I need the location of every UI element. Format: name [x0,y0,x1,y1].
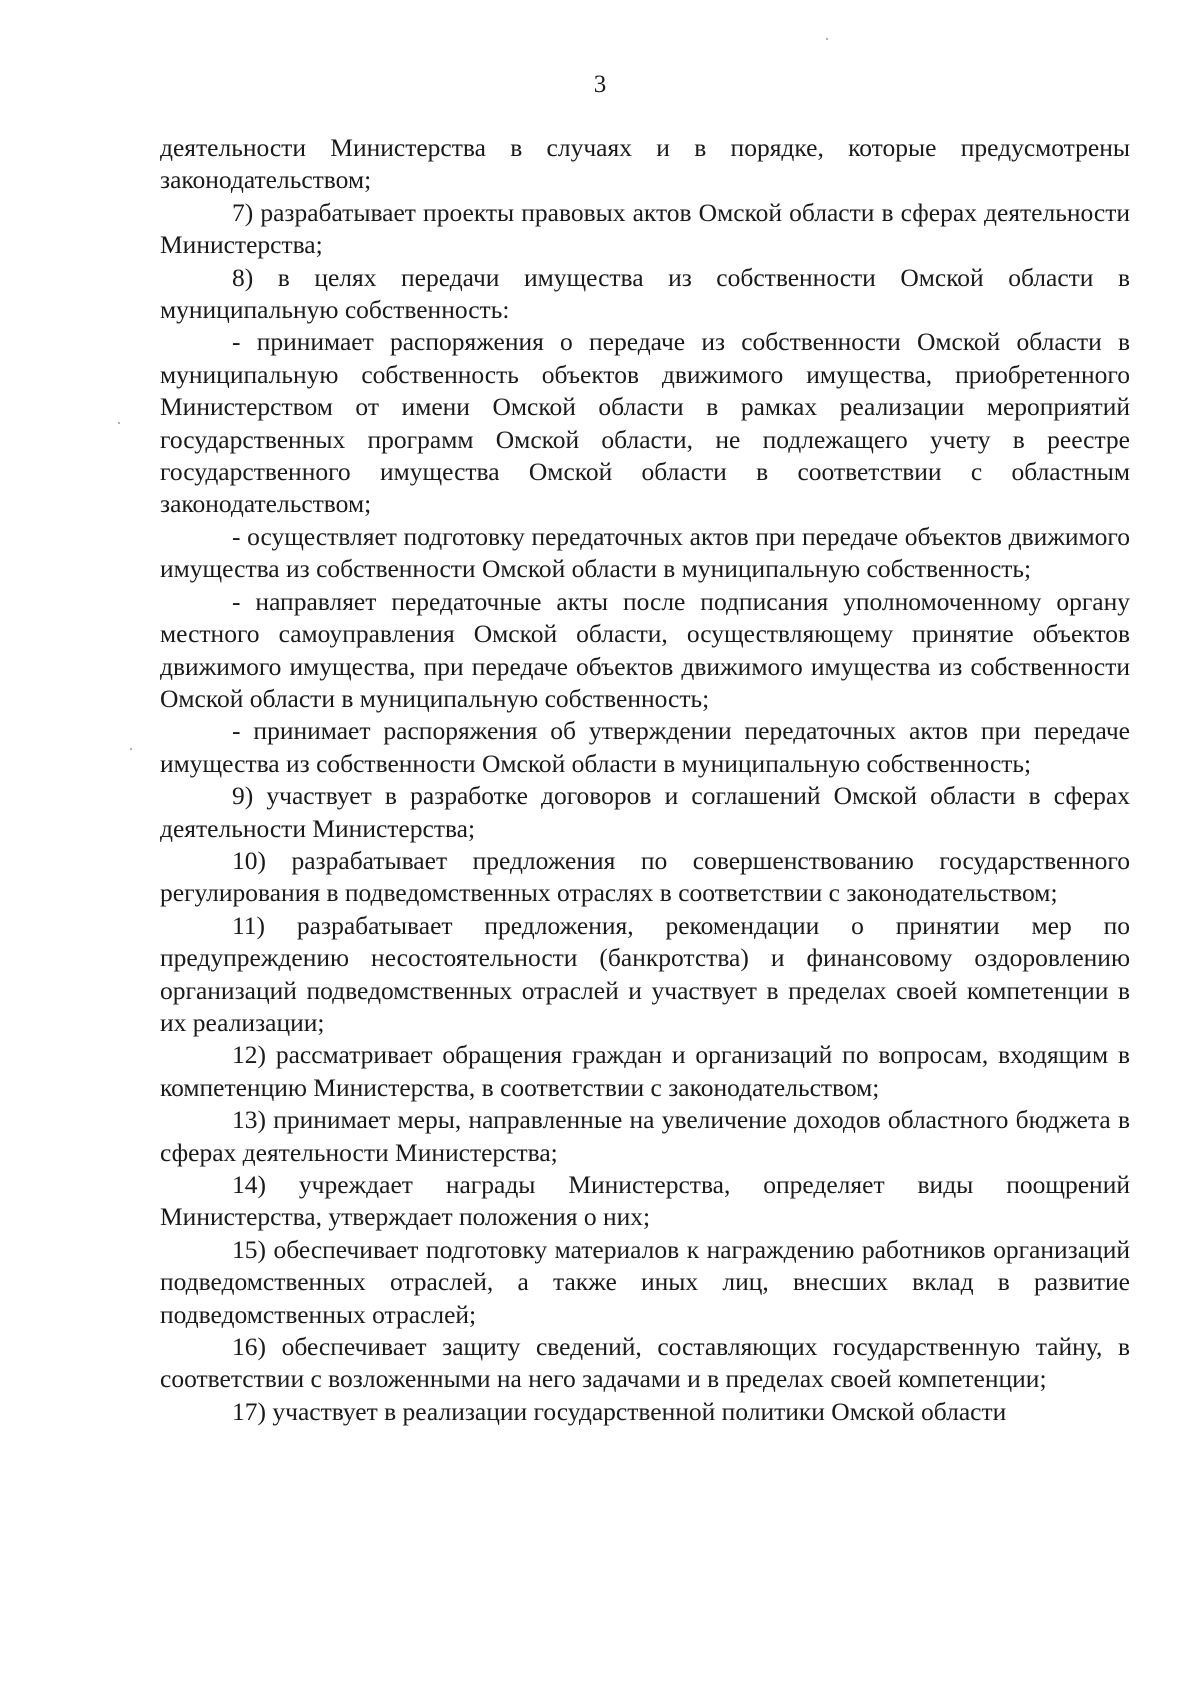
paragraph: деятельности Министерства в случаях и в порядке, которые предусмотрены законодательством; [160,133,1130,195]
paragraph: 16) обеспечивает защиту сведений, составляющих государственную тайну, в соответствии с возложенными на него задачами и в пределах своей компетенции; [160,1332,1130,1394]
document-body [160,132,1130,1428]
paragraph: 14) учреждает награды Министерства, определяет виды поощрений Министерства, утверждает положения о них; [160,1170,1130,1232]
scan-speck [118,422,120,424]
scan-speck [826,38,828,40]
paragraph: 15) обеспечивает подготовку материалов к награждению работников организаций подведомственных отраслей, а также иных лиц, внесших вклад в развитие подведомственных отраслей; [160,1234,1130,1329]
paragraph: 8) в целях передачи имущества из собственности Омской области в муниципальную собственность: [160,262,1130,325]
paragraph: - принимает распоряжения об утверждении передаточных актов при передаче имущества из собственности Омской области в муниципальную собственность; [160,716,1130,778]
paragraph: 9) участвует в разработке договоров и соглашений Омской области в сферах деятельности Министерства; [160,781,1130,843]
paragraph: 11) разрабатывает предложения, рекомендации о принятии мер по предупреждению несостоятельности (банкротства) и финансовому оздоровлению организаций подведомственных отраслей и участвует в пределах своей компетенции в их реализации; [160,910,1130,1037]
paragraph: - принимает распоряжения о передаче из собственности Омской области в муниципальную собственность объектов движимого имущества, приобретенного Министерством от имени Омской области в рамках реализации мероприятий государственных программ Омской области, не подлежащего учету в реестре государственного имущества Омской области в соответствии с областным законодательством; [160,327,1130,519]
paragraph: 10) разрабатывает предложения по совершенствованию государственного регулирования в подведомственных отраслях в соответствии с законодательством; [160,845,1130,908]
paragraph: - направляет передаточные акты после подписания уполномоченному органу местного самоуправления Омской области, осуществляющему принятие объектов движимого имущества, при передаче объектов движимого имущества из собственности Омской области в муниципальную собственность; [160,586,1130,713]
paragraph: 13) принимает меры, направленные на увеличение доходов областного бюджета в сферах деятельности Министерства; [160,1105,1130,1167]
paragraph: 17) участвует в реализации государственной политики Омской области [232,1396,1007,1426]
paragraph: 12) рассматривает обращения граждан и организаций по вопросам, входящим в компетенцию Министерства, в соответствии с законодательством; [160,1040,1130,1102]
scan-speck [130,748,132,750]
paragraph: 7) разрабатывает проекты правовых актов Омской области в сферах деятельности Министерства; [160,197,1130,260]
paragraph: - осуществляет подготовку передаточных актов при передаче объектов движимого имущества из собственности Омской области в муниципальную собственность; [160,521,1130,584]
page-number: 3 [593,71,607,98]
